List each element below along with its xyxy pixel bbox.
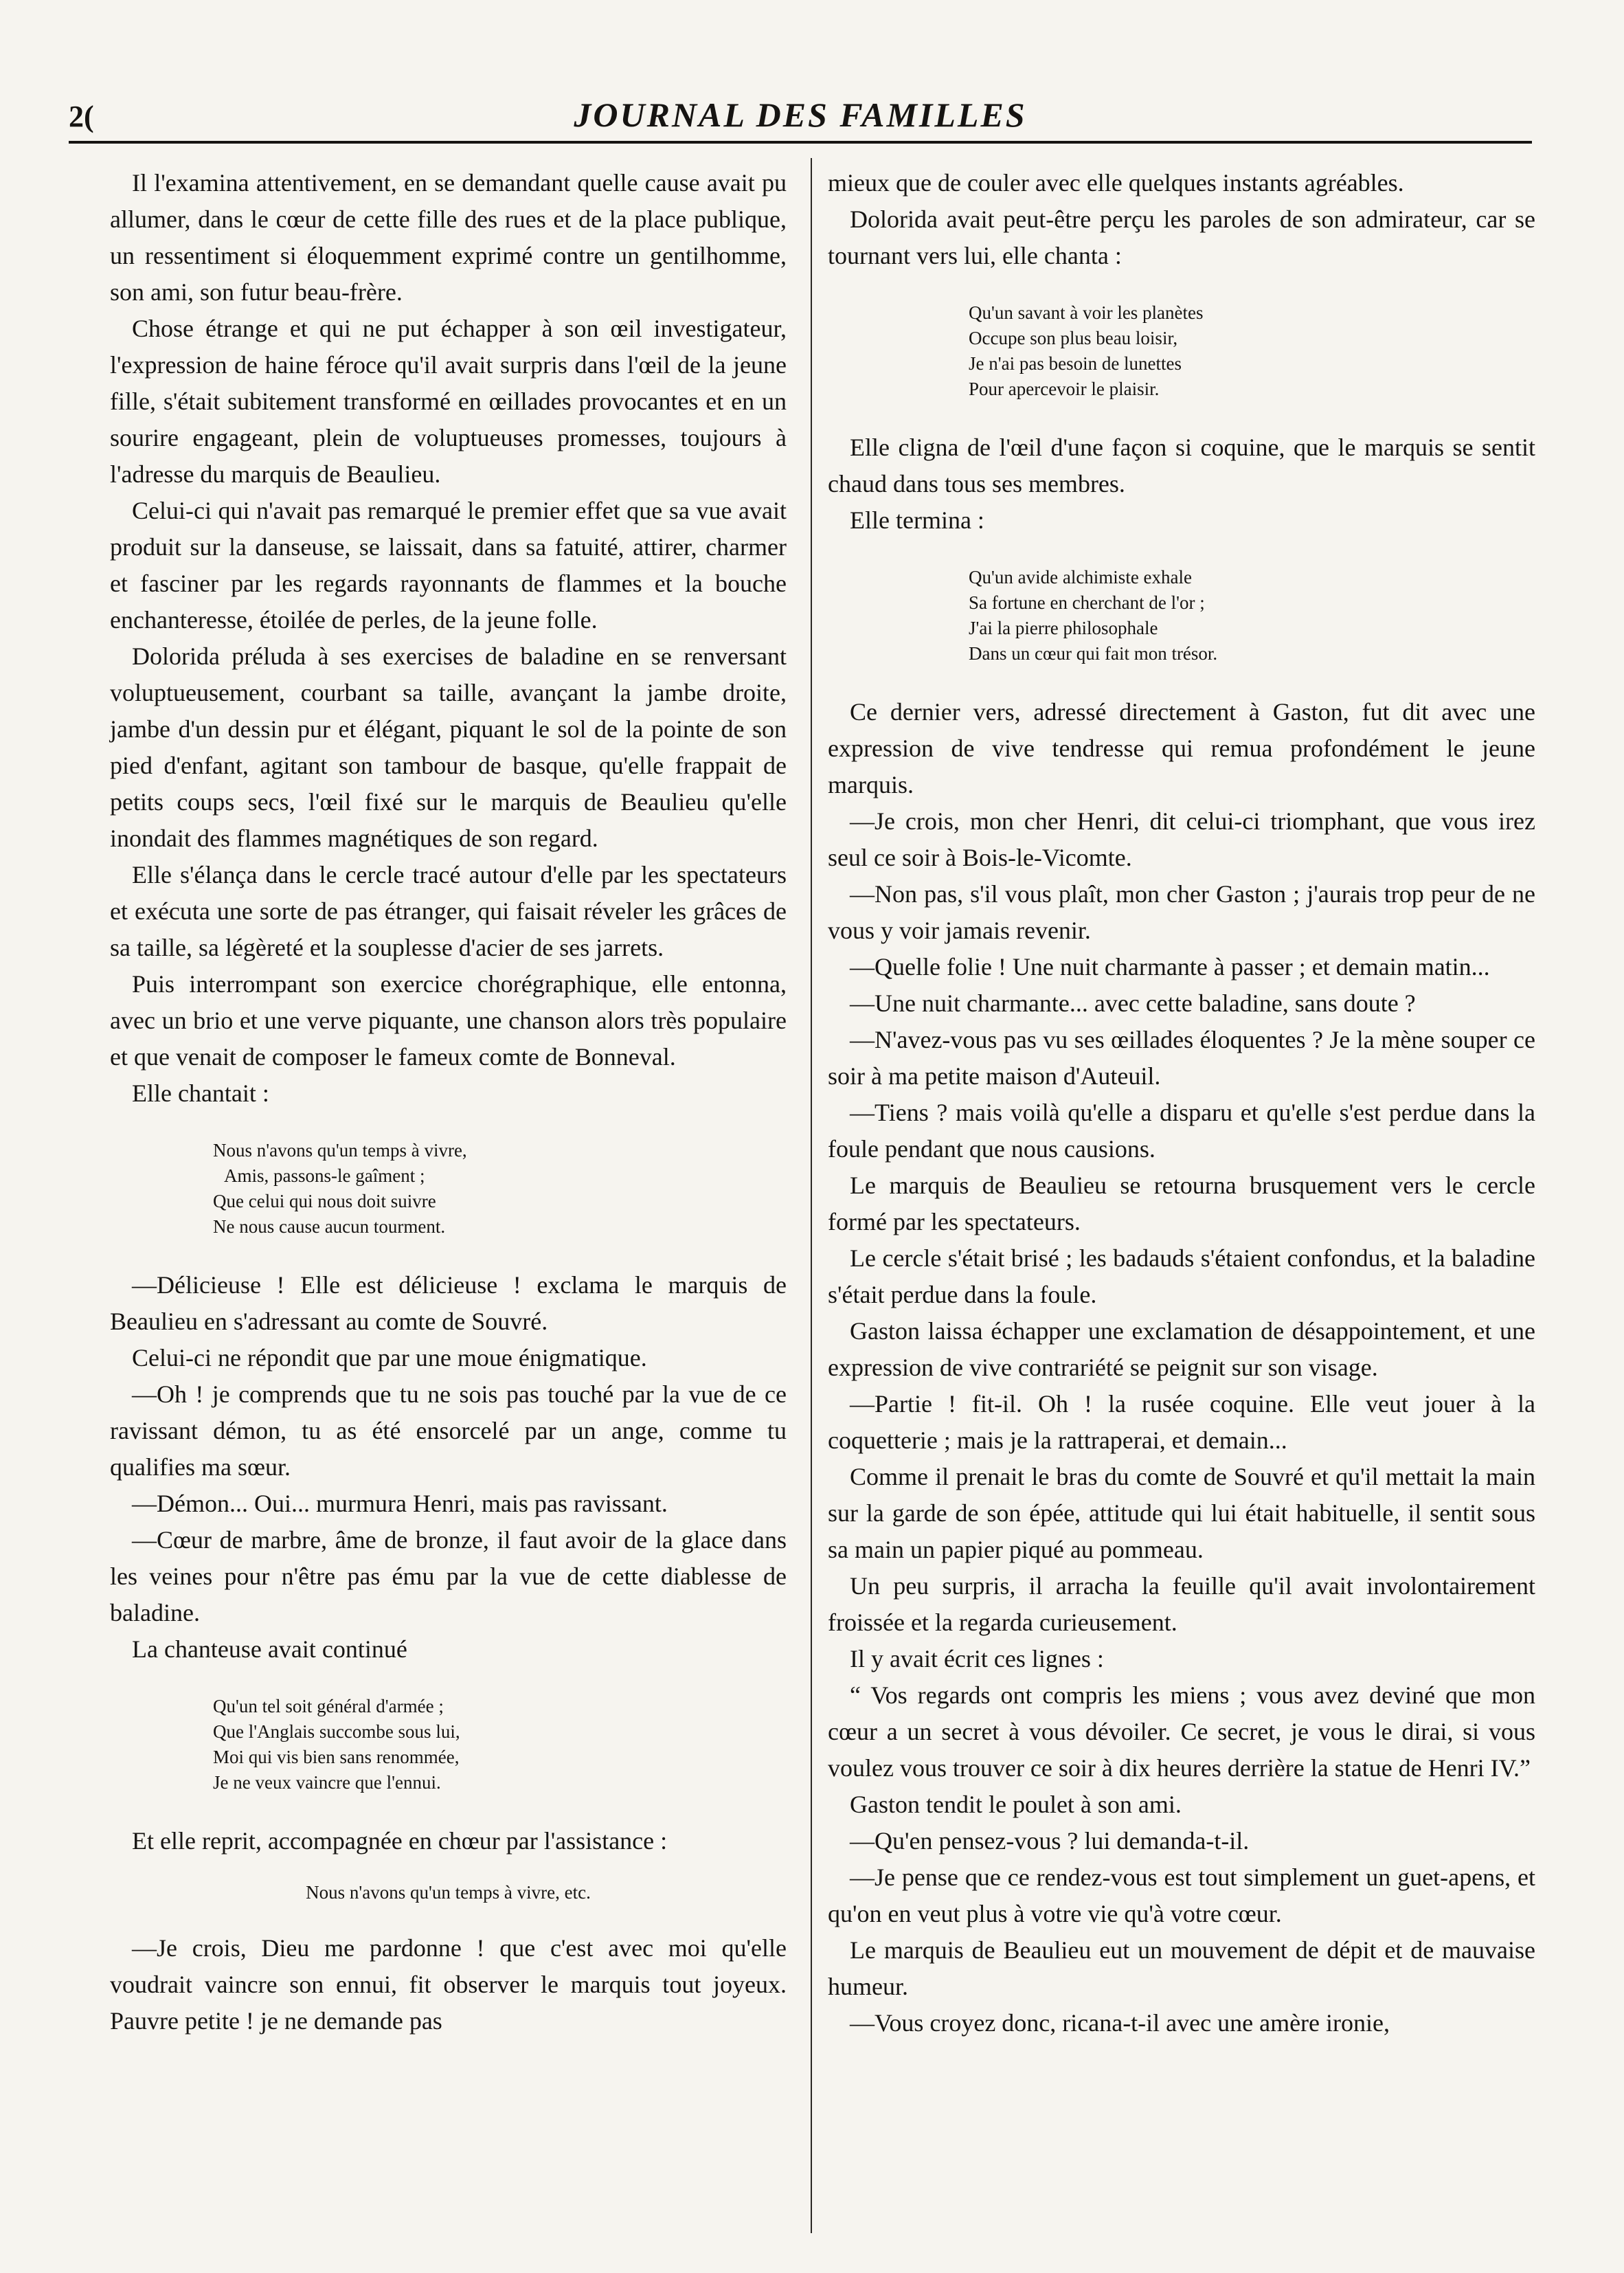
paragraph: —Qu'en pensez-vous ? lui demanda-t-il. <box>850 1827 1250 1855</box>
journal-title: JOURNAL DES FAMILLES <box>574 96 1027 134</box>
paragraph: Et elle reprit, accompagnée en chœur par l'assistance : <box>132 1827 668 1855</box>
song-verse <box>213 1138 787 1240</box>
song-verse <box>969 565 1535 667</box>
paragraph: “ Vos regards ont compris les miens ; vous avez deviné que mon cœur a un secret à vous dévoiler. Ce secret, je vous le dirai, si vous voulez vous trouver ce soir à dix heures derrière la statue de Henri IV.” <box>828 1681 1535 1782</box>
page-number: 2( <box>69 100 94 133</box>
paragraph: Elle chantait : <box>132 1079 269 1107</box>
verse-line: Ne nous cause aucun tourment. <box>213 1216 446 1237</box>
paragraph: Dolorida préluda à ses exercises de baladine en se renversant voluptueusement, courbant sa taille, avançant la jambe droite, jambe d'un dessin pur et élégant, piquant le sol de la pointe de son pied d'enfant, agitant son tambour de basque, qu'elle frappait de petits coups secs, l'œil fixé sur le marquis de Beaulieu qu'elle inondait des flammes magnétiques de son regard. <box>110 642 787 852</box>
paragraph: Celui-ci qui n'avait pas remarqué le premier effet que sa vue avait produit sur la danseuse, se laissait, dans sa fatuité, attirer, charmer et fasciner par les regards rayonnants de flammes et la bouche enchanteresse, étoilée de perles, de la jeune folle. <box>110 497 787 634</box>
paragraph: Gaston tendit le poulet à son ami. <box>850 1791 1182 1818</box>
paragraph: —Une nuit charmante... avec cette baladine, sans doute ? <box>850 989 1416 1017</box>
paragraph: Ce dernier vers, adressé directement à Gaston, fut dit avec une expression de vive tendresse qui remua profondément le jeune marquis. <box>828 698 1535 798</box>
verse-line: Que celui qui nous doit suivre <box>213 1191 436 1211</box>
left-column <box>110 165 787 2039</box>
paragraph: —Démon... Oui... murmura Henri, mais pas ravissant. <box>132 1490 668 1517</box>
verse-line: Amis, passons-le gaîment ; <box>224 1165 425 1186</box>
paragraph: —Oh ! je comprends que tu ne sois pas touché par la vue de ce ravissant démon, tu as été ensorcelé par un ange, comme tu qualifies ma sœur. <box>110 1380 787 1481</box>
paragraph: —Je crois, mon cher Henri, dit celui-ci triomphant, que vous irez seul ce soir à Bois-le-Vicomte. <box>828 807 1535 871</box>
paragraph: Le marquis de Beaulieu eut un mouvement de dépit et de mauvaise humeur. <box>828 1936 1535 2000</box>
verse-line: J'ai la pierre philosophale <box>969 618 1158 638</box>
paragraph: —Je pense que ce rendez-vous est tout simplement un guet-apens, et qu'on en veut plus à votre vie qu'à votre cœur. <box>828 1863 1535 1927</box>
paragraph: Elle s'élança dans le cercle tracé autour d'elle par les spectateurs et exécuta une sorte de pas étranger, qui faisait réveler les grâces de sa taille, sa légèreté et la souplesse d'acier de ses jarrets. <box>110 861 787 961</box>
verse-line: Qu'un savant à voir les planètes <box>969 302 1204 323</box>
verse-line: Dans un cœur qui fait mon trésor. <box>969 643 1218 664</box>
paragraph: Gaston laissa échapper une exclamation de désappointement, et une expression de vive contrariété se peignit sur son visage. <box>828 1317 1535 1381</box>
paragraph: Puis interrompant son exercice chorégraphique, elle entonna, avec un brio et une verve piquante, une chanson alors très populaire et que venait de composer le fameux comte de Bonneval. <box>110 970 787 1071</box>
paragraph: Il y avait écrit ces lignes : <box>850 1645 1104 1672</box>
right-column <box>828 165 1535 2041</box>
verse-line: Moi qui vis bien sans renommée, <box>213 1747 460 1767</box>
paragraph: Le cercle s'était brisé ; les badauds s'étaient confondus, et la baladine s'était perdue dans la foule. <box>828 1244 1535 1308</box>
verse-line: Nous n'avons qu'un temps à vivre, <box>213 1140 467 1161</box>
paragraph: Elle cligna de l'œil d'une façon si coquine, que le marquis se sentit chaud dans tous ses membres. <box>828 434 1535 497</box>
verse-line: Sa fortune en cherchant de l'or ; <box>969 592 1205 613</box>
verse-line: Je n'ai pas besoin de lunettes <box>969 353 1182 374</box>
refrain-note: Nous n'avons qu'un temps à vivre, etc. <box>306 1882 591 1903</box>
paragraph: Elle termina : <box>850 506 984 534</box>
paragraph: La chanteuse avait continué <box>132 1635 407 1663</box>
paragraph: Comme il prenait le bras du comte de Souvré et qu'il mettait la main sur la garde de son épée, attitude qui lui était habituelle, il sentit sous sa main un papier piqué au pommeau. <box>828 1463 1535 1563</box>
column-divider <box>811 158 812 2233</box>
paragraph: —Tiens ? mais voilà qu'elle a disparu et qu'elle s'est perdue dans la foule pendant que nous causions. <box>828 1099 1535 1163</box>
paragraph: —Je crois, Dieu me pardonne ! que c'est avec moi qu'elle voudrait vaincre son ennui, fit observer le marquis tout joyeux. Pauvre petite ! je ne demande pas <box>110 1934 787 2035</box>
paragraph: —Non pas, s'il vous plaît, mon cher Gaston ; j'aurais trop peur de ne vous y voir jamais revenir. <box>828 880 1535 944</box>
paragraph: —Quelle folie ! Une nuit charmante à passer ; et demain matin... <box>850 953 1490 981</box>
paragraph: Dolorida avait peut-être perçu les paroles de son admirateur, car se tournant vers lui, elle chanta : <box>828 205 1535 269</box>
paragraph: Un peu surpris, il arracha la feuille qu'il avait involontairement froissée et la regarda curieusement. <box>828 1572 1535 1636</box>
paragraph: —N'avez-vous pas vu ses œillades éloquentes ? Je la mène souper ce soir à ma petite maison d'Auteuil. <box>828 1026 1535 1090</box>
song-verse <box>969 300 1535 402</box>
paragraph: Celui-ci ne répondit que par une moue énigmatique. <box>132 1344 647 1371</box>
verse-line: Pour apercevoir le plaisir. <box>969 379 1160 399</box>
paragraph: —Délicieuse ! Elle est délicieuse ! exclama le marquis de Beaulieu en s'adressant au comte de Souvré. <box>110 1271 787 1335</box>
paragraph: —Vous croyez donc, ricana-t-il avec une amère ironie, <box>850 2009 1390 2037</box>
page-header <box>69 89 1532 144</box>
verse-line: Qu'un tel soit général d'armée ; <box>213 1696 444 1716</box>
song-verse <box>213 1694 787 1795</box>
paragraph: Il l'examina attentivement, en se demandant quelle cause avait pu allumer, dans le cœur de cette fille des rues et de la place publique, un ressentiment si éloquemment exprimé contre un gentilhomme, son ami, son futur beau-frère. <box>110 169 787 306</box>
header-rule <box>69 141 1532 144</box>
paragraph: —Partie ! fit-il. Oh ! la rusée coquine. Elle veut jouer à la coquetterie ; mais je la rattraperai, et demain... <box>828 1390 1535 1454</box>
verse-line: Occupe son plus beau loisir, <box>969 328 1178 348</box>
verse-line: Qu'un avide alchimiste exhale <box>969 567 1193 587</box>
paragraph: Le marquis de Beaulieu se retourna brusquement vers le cercle formé par les spectateurs. <box>828 1172 1535 1235</box>
paragraph: —Cœur de marbre, âme de bronze, il faut avoir de la glace dans les veines pour n'être pas ému par la vue de cette diablesse de baladine. <box>110 1526 787 1626</box>
verse-line: Je ne veux vaincre que l'ennui. <box>213 1772 441 1793</box>
verse-line: Que l'Anglais succombe sous lui, <box>213 1721 460 1742</box>
paragraph: mieux que de couler avec elle quelques instants agréables. <box>828 169 1404 197</box>
paragraph: Chose étrange et qui ne put échapper à son œil investigateur, l'expression de haine féroce qu'il avait surpris dans l'œil de la jeune fille, s'était subitement transformé en œillades provocantes et en un sourire engageant, plein de voluptueuses promesses, toujours à l'adresse du marquis de Beaulieu. <box>110 315 787 488</box>
